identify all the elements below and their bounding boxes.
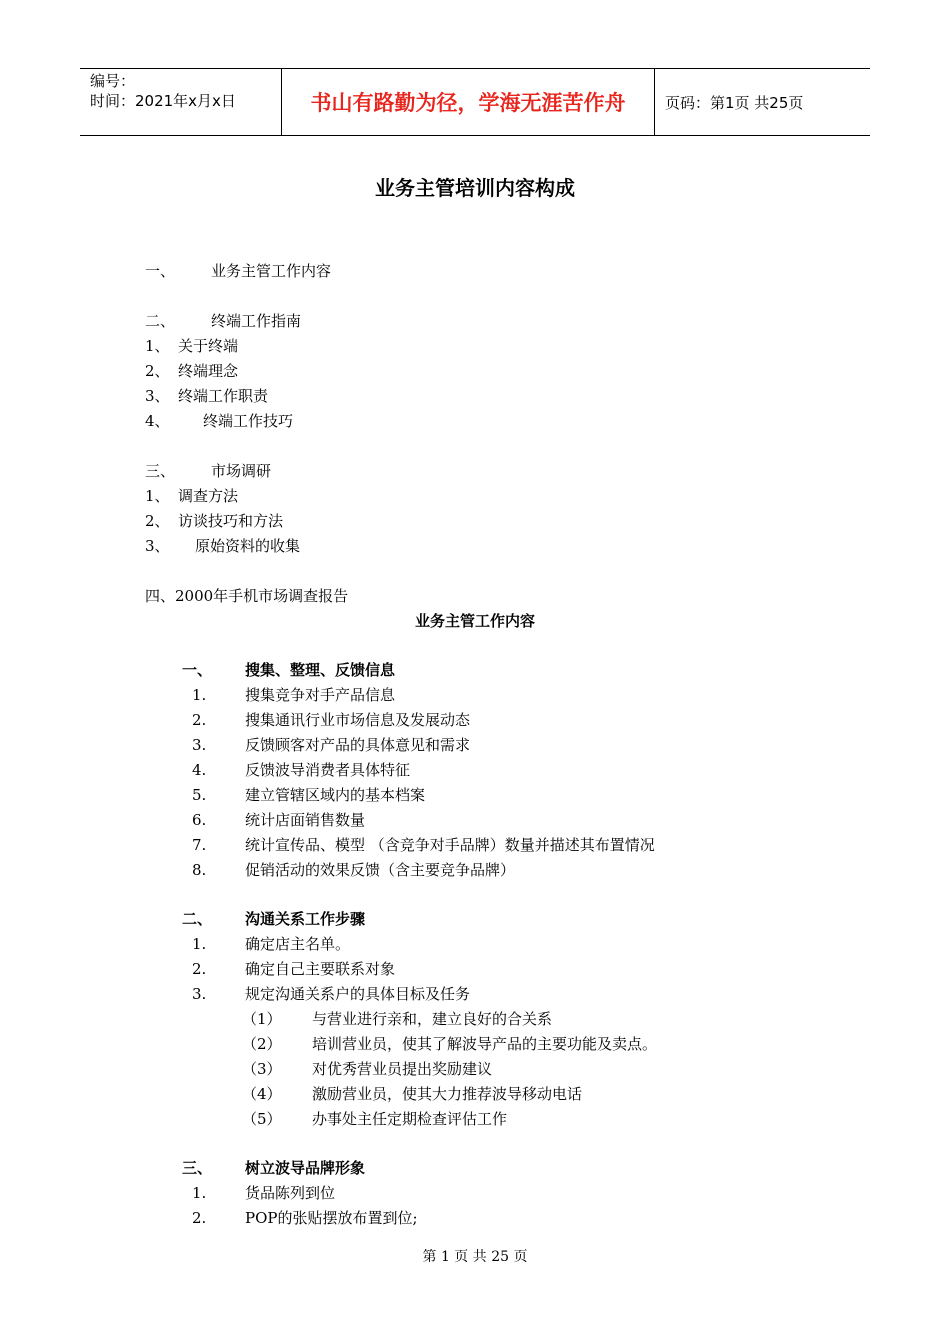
sub-item-text: 办事处主任定期检查评估工作 [312, 1110, 508, 1128]
sub-item-text: 与营业进行亲和，建立良好的合关系 [312, 1010, 553, 1028]
toc-item-num: 1、 [145, 337, 170, 355]
list-item-text: 货品陈列到位 [245, 1184, 336, 1202]
header-meta [80, 69, 282, 135]
list-item-num: 4. [192, 761, 207, 779]
toc-section-2-text: 终端工作指南 [211, 312, 302, 330]
section-3-heading: 树立波导品牌形象 [245, 1159, 366, 1177]
sub-item-text: 激励营业员，使其大力推荐波导移动电话 [312, 1085, 583, 1103]
list-item-text: 建立管辖区域内的基本档案 [245, 786, 426, 804]
list-item-num: 1. [192, 935, 207, 953]
toc-item-text: 终端理念 [178, 362, 239, 380]
toc-item-num: 2、 [145, 512, 170, 530]
toc-section-3-num: 三、 [145, 462, 176, 480]
code-label: 编号： [90, 72, 136, 90]
toc-item-text: 终端工作职责 [178, 387, 269, 405]
section-2-heading: 沟通关系工作步骤 [245, 910, 366, 928]
list-item-text: 搜集通讯行业市场信息及发展动态 [245, 711, 471, 729]
sub-item-text: 培训营业员，使其了解波导产品的主要功能及卖点。 [312, 1035, 658, 1053]
toc-item-text: 调查方法 [178, 487, 239, 505]
toc-section-1-num: 一、 [145, 262, 176, 280]
list-item-text: 规定沟通关系户的具体目标及任务 [245, 985, 471, 1003]
section-1-num: 一、 [182, 661, 213, 679]
list-item-num: 8. [192, 861, 207, 879]
list-item-num: 5. [192, 786, 207, 804]
toc-section-3-text: 市场调研 [211, 462, 272, 480]
toc-item-num: 1、 [145, 487, 170, 505]
list-item-text: 统计宣传品、模型 （含竞争对手品牌）数量并描述其布置情况 [245, 836, 655, 854]
list-item-text: 确定店主名单。 [245, 935, 351, 953]
toc-section-2-num: 二、 [145, 312, 176, 330]
sub-item-num: （5） [242, 1110, 282, 1128]
toc-item-num: 3、 [145, 537, 170, 555]
list-item-text: 确定自己主要联系对象 [245, 960, 396, 978]
toc-item-num: 4、 [145, 412, 170, 430]
list-item-num: 2. [192, 960, 207, 978]
sub-item-text: 对优秀营业员提出奖励建议 [312, 1060, 493, 1078]
list-item-text: 反馈波导消费者具体特征 [245, 761, 411, 779]
content-subtitle: 业务主管工作内容 [414, 612, 535, 630]
list-item-num: 3. [192, 985, 207, 1003]
list-item-num: 2. [192, 1209, 207, 1227]
list-item-num: 1. [192, 1184, 207, 1202]
toc-item-text: 原始资料的收集 [195, 537, 301, 555]
list-item-num: 7. [192, 836, 207, 854]
header-page-info: 页码：第1页 共25页 [665, 93, 804, 112]
toc-item-text: 访谈技巧和方法 [178, 512, 284, 530]
list-item-num: 6. [192, 811, 207, 829]
toc-section-4: 四、2000年手机市场调查报告 [145, 587, 349, 605]
section-1-heading: 搜集、整理、反馈信息 [245, 661, 396, 679]
list-item-num: 2. [192, 711, 207, 729]
toc-section-1-text: 业务主管工作内容 [211, 262, 332, 280]
time-label: 时间：2021年x月x日 [90, 92, 236, 110]
list-item-text: POP的张贴摆放布置到位; [245, 1209, 418, 1227]
page-footer: 第 1 页 共 25 页 [422, 1249, 528, 1265]
page-header [80, 68, 870, 136]
sub-item-num: （3） [242, 1060, 282, 1078]
list-item-num: 3. [192, 736, 207, 754]
toc-item-num: 3、 [145, 387, 170, 405]
toc-item-text: 关于终端 [178, 337, 239, 355]
sub-item-num: （1） [242, 1010, 282, 1028]
section-3-num: 三、 [182, 1159, 213, 1177]
section-2-num: 二、 [182, 910, 213, 928]
list-item-text: 反馈顾客对产品的具体意见和需求 [245, 736, 471, 754]
list-item-text: 统计店面销售数量 [245, 811, 366, 829]
sub-item-num: （2） [242, 1035, 282, 1053]
list-item-num: 1. [192, 686, 207, 704]
list-item-text: 促销活动的效果反馈（含主要竞争品牌） [245, 861, 516, 879]
document-title: 业务主管培训内容构成 [375, 176, 575, 200]
list-item-text: 搜集竞争对手产品信息 [245, 686, 396, 704]
toc-item-num: 2、 [145, 362, 170, 380]
header-motto: 书山有路勤为径，学海无涯苦作舟 [282, 69, 655, 135]
toc-item-text: 终端工作技巧 [203, 412, 294, 430]
sub-item-num: （4） [242, 1085, 282, 1103]
